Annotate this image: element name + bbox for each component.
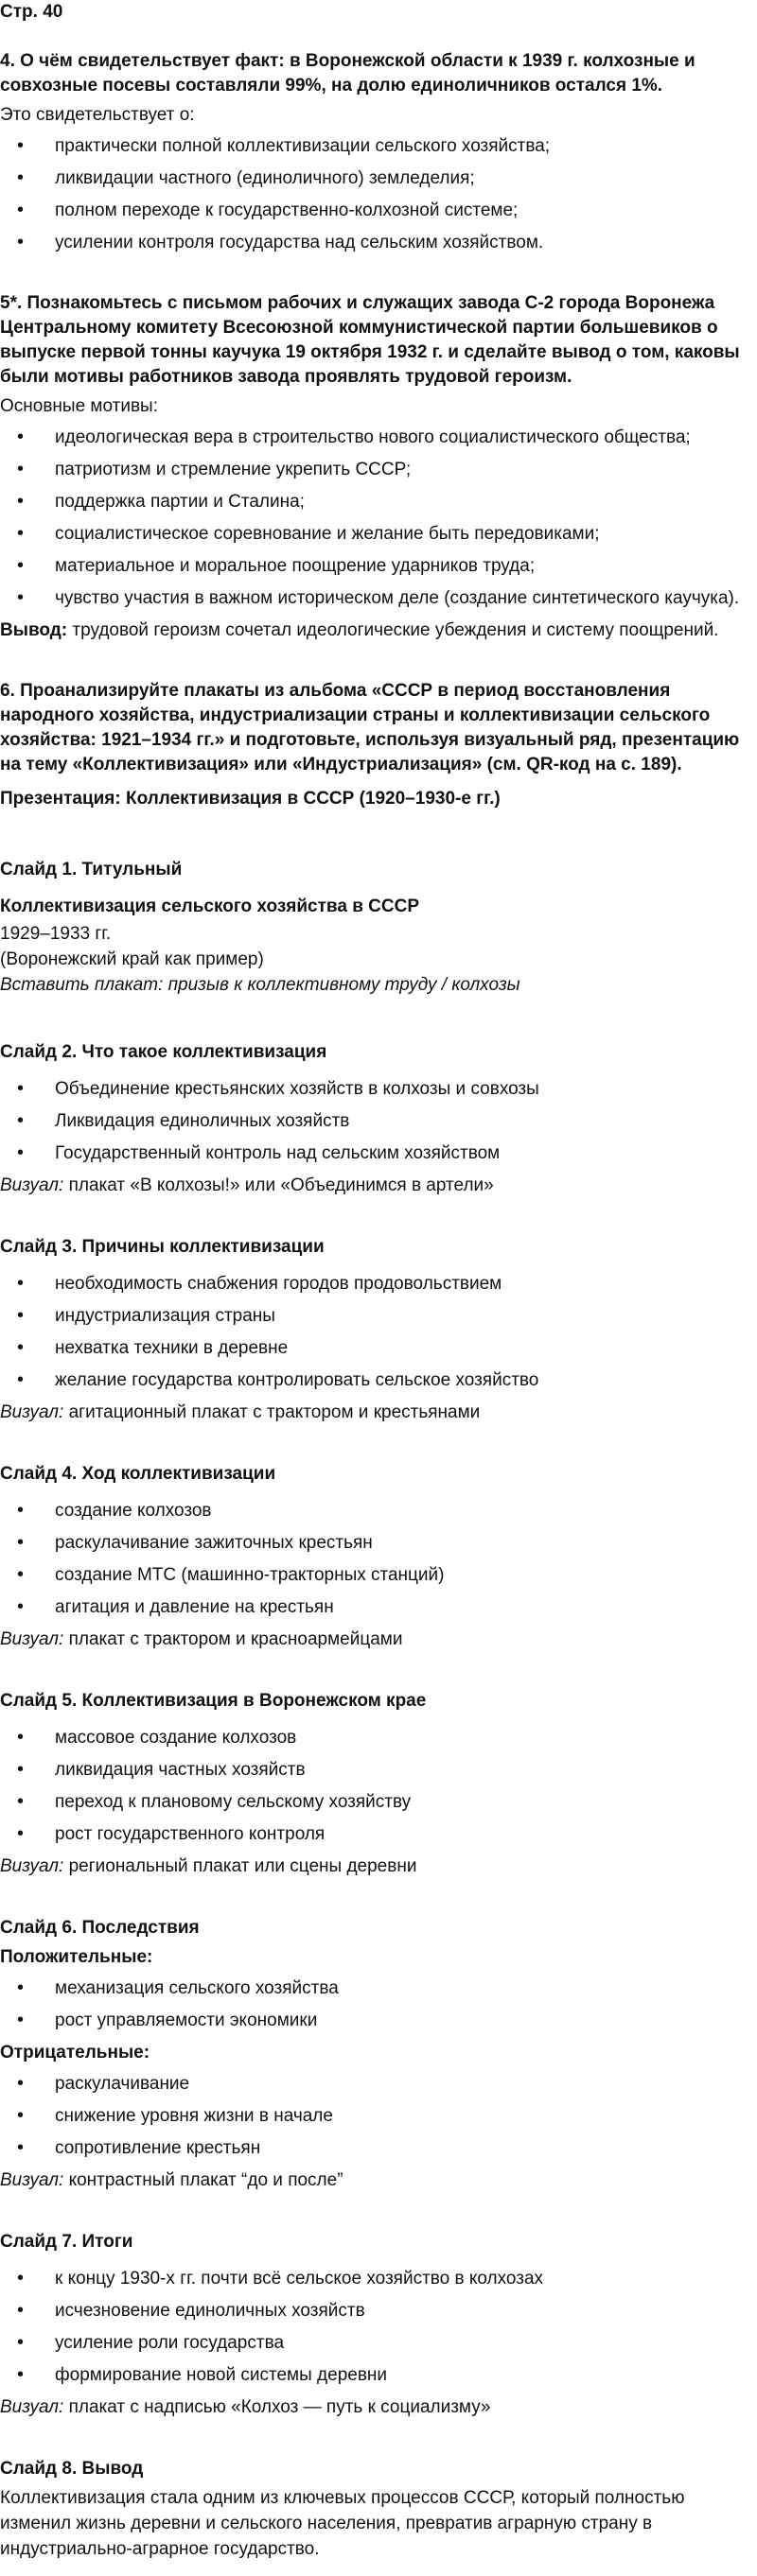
visual-label: Визуал:	[0, 2170, 64, 2190]
list-item: • раскулачивание зажиточных крестьян	[0, 1530, 744, 1556]
list-item: • полном переходе к государственно-колхозной системе;	[0, 198, 744, 223]
list-item: • Объединение крестьянских хозяйств в колхозы и совхозы	[0, 1076, 744, 1102]
list-item: • практически полной коллективизации сельского хозяйства;	[0, 133, 744, 159]
slide-2-list	[0, 1076, 744, 1166]
slide-1	[0, 857, 744, 998]
visual-text: плакат «В колхозы!» или «Объединимся в артели»	[63, 1175, 494, 1195]
slide-4-visual	[0, 1627, 744, 1652]
visual-text: контрастный плакат “до и после”	[63, 2170, 343, 2190]
slide-8	[0, 2456, 744, 2562]
question-4-intro: Это свидетельствует о:	[0, 105, 195, 125]
visual-label: Визуал:	[0, 1856, 64, 1876]
list-item: • создание колхозов	[0, 1498, 744, 1523]
list-item: • Ликвидация единоличных хозяйств	[0, 1108, 744, 1134]
question-4-list	[0, 133, 744, 255]
list-item: • исчезновение единоличных хозяйств	[0, 2298, 744, 2324]
page-number: Стр. 40	[0, 2, 63, 22]
slide-6-negative-label: Отрицательные:	[0, 2043, 150, 2063]
list-item: • раскулачивание	[0, 2071, 744, 2097]
slide-6-positive-label: Положительные:	[0, 1947, 153, 1967]
slide-8-title: Слайд 8. Вывод	[0, 2459, 144, 2479]
visual-text: региональный плакат или сцены деревни	[63, 1856, 417, 1876]
slide-7-title: Слайд 7. Итоги	[0, 2232, 133, 2252]
list-item: • ликвидация частных хозяйств	[0, 1757, 744, 1783]
slide-5-title: Слайд 5. Коллективизация в Воронежском крае	[0, 1691, 427, 1711]
list-item: • к концу 1930-х гг. почти всё сельское хозяйство в колхозах	[0, 2266, 744, 2291]
list-item: • снижение уровня жизни в начале	[0, 2103, 744, 2129]
visual-label: Визуал:	[0, 1175, 64, 1195]
visual-text: плакат с надписью «Колхоз — путь к социализму»	[63, 2397, 491, 2417]
question-5-title: 5*. Познакомьтесь с письмом рабочих и служащих завода С-2 города Воронежа Центральному комитету Всесоюзной коммунистической партии большевиков о выпуске первой тонны каучука 19 октября 1932 г. и сделайте вывод о том, каковы были мотивы работников завода проявлять трудовой героизм.	[0, 293, 740, 387]
slide-4	[0, 1461, 744, 1652]
list-item: • желание государства контролировать сельское хозяйство	[0, 1367, 744, 1393]
list-item: • механизация сельского хозяйства	[0, 1976, 744, 2001]
slide-7	[0, 2229, 744, 2420]
list-item: • чувство участия в важном историческом деле (создание синтетического каучука).	[0, 585, 744, 611]
slide-5	[0, 1688, 744, 1879]
slide-4-list	[0, 1498, 744, 1620]
list-item: • массовое создание колхозов	[0, 1725, 744, 1750]
slide-7-visual	[0, 2394, 744, 2420]
list-item: • сопротивление крестьян	[0, 2135, 744, 2161]
list-item: • агитация и давление на крестьян	[0, 1594, 744, 1620]
question-5	[0, 291, 744, 643]
list-item: • Государственный контроль над сельским хозяйством	[0, 1140, 744, 1166]
slide-3-list	[0, 1271, 744, 1393]
slide-1-region: (Воронежский край как пример)	[0, 949, 264, 969]
slide-1-visual-text: Вставить плакат: призыв к коллективному труду / колхозы	[0, 975, 520, 995]
slide-3-visual	[0, 1400, 744, 1425]
slide-1-years: 1929–1933 гг.	[0, 924, 112, 944]
slide-2	[0, 1039, 744, 1198]
slide-6	[0, 1915, 744, 2193]
visual-label: Визуал:	[0, 2397, 64, 2417]
visual-text: плакат с трактором и красноармейцами	[63, 1629, 403, 1649]
list-item: • нехватка техники в деревне	[0, 1335, 744, 1361]
question-4-title: 4. О чём свидетельствует факт: в Воронежской области к 1939 г. колхозные и совхозные посевы составляли 99%, на долю единоличников остался 1%.	[0, 51, 695, 96]
conclusion-label: Вывод:	[0, 620, 68, 640]
list-item: • поддержка партии и Сталина;	[0, 489, 744, 514]
visual-label: Визуал:	[0, 1629, 64, 1649]
slide-4-title: Слайд 4. Ход коллективизации	[0, 1464, 276, 1484]
slide-5-list	[0, 1725, 744, 1847]
slide-1-heading: Коллективизация сельского хозяйства в СССР	[0, 896, 419, 916]
list-item: • патриотизм и стремление укрепить СССР;	[0, 457, 744, 482]
conclusion-text: трудовой героизм сочетал идеологические убеждения и систему поощрений.	[67, 620, 719, 640]
list-item: • ликвидации частного (единоличного) земледелия;	[0, 165, 744, 191]
question-5-list	[0, 425, 744, 611]
slide-3-title: Слайд 3. Причины коллективизации	[0, 1237, 325, 1257]
list-item: • социалистическое соревнование и желание быть передовиками;	[0, 521, 744, 547]
list-item: • формирование новой системы деревни	[0, 2362, 744, 2388]
slide-6-visual	[0, 2167, 744, 2193]
question-5-intro: Основные мотивы:	[0, 396, 158, 416]
list-item: • рост государственного контроля	[0, 1821, 744, 1847]
list-item: • переход к плановому сельскому хозяйству	[0, 1789, 744, 1815]
visual-label: Визуал:	[0, 1402, 64, 1422]
slide-3	[0, 1234, 744, 1425]
slide-8-text: Коллективизация стала одним из ключевых процессов СССР, который полностью изменил жизнь деревни и сельского населения, превратив аграрную страну в индустриально-аграрное государство.	[0, 2488, 685, 2559]
list-item: • индустриализация страны	[0, 1303, 744, 1329]
list-item: • усиление роли государства	[0, 2330, 744, 2356]
list-item: • рост управляемости экономики	[0, 2008, 744, 2033]
slide-7-list	[0, 2266, 744, 2388]
list-item: • материальное и моральное поощрение ударников труда;	[0, 553, 744, 579]
list-item: • усилении контроля государства над сельским хозяйством.	[0, 230, 744, 255]
question-6	[0, 679, 744, 811]
slide-1-title: Слайд 1. Титульный	[0, 860, 183, 879]
question-6-title: 6. Проанализируйте плакаты из альбома «СССР в период восстановления народного хозяйства, индустриализации страны и коллективизации сельского хозяйства: 1921–1934 гг.» и подготовьте, используя визуальный ряд, презентацию на тему «Коллективизация» или «Индустриализация» (см. QR-код на с. 189).	[0, 681, 740, 775]
list-item: • необходимость снабжения городов продовольствием	[0, 1271, 744, 1297]
slide-6-negative-list	[0, 2071, 744, 2161]
slide-6-title: Слайд 6. Последствия	[0, 1918, 200, 1938]
slide-5-visual	[0, 1854, 744, 1879]
slide-2-title: Слайд 2. Что такое коллективизация	[0, 1042, 327, 1062]
question-5-conclusion	[0, 618, 744, 643]
slide-1-visual	[0, 972, 744, 998]
visual-text: агитационный плакат с трактором и крестьянами	[63, 1402, 481, 1422]
question-4	[0, 49, 744, 255]
list-item: • идеологическая вера в строительство нового социалистического общества;	[0, 425, 744, 450]
presentation-title: Презентация: Коллективизация в СССР (1920–1930-е гг.)	[0, 789, 501, 809]
slide-6-positive-list	[0, 1976, 744, 2033]
list-item: • создание МТС (машинно-тракторных станций)	[0, 1562, 744, 1588]
slide-2-visual	[0, 1173, 744, 1198]
